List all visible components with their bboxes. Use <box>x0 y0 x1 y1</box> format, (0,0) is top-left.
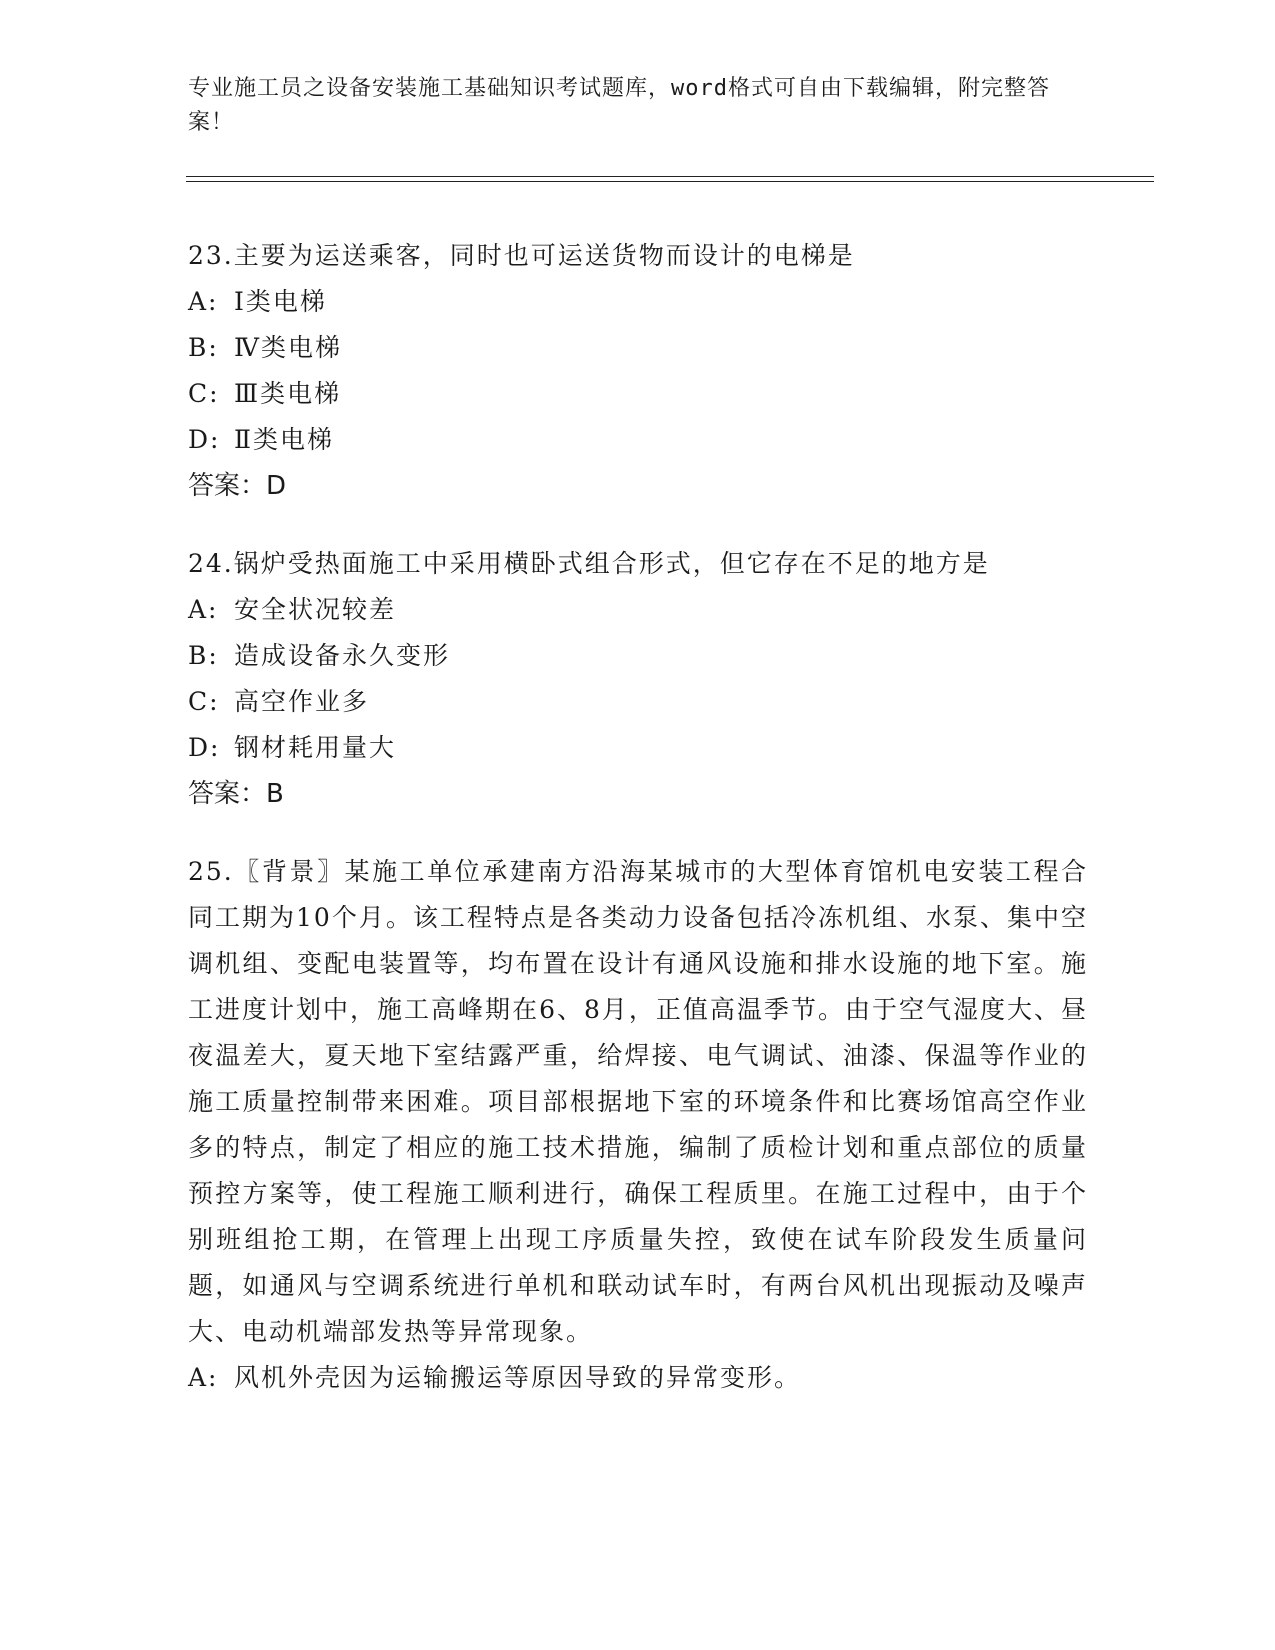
header-divider-bottom <box>186 181 1154 182</box>
header-divider-top <box>186 176 1154 177</box>
question-stem: 23.主要为运送乘客，同时也可运送货物而设计的电梯是 <box>188 241 855 270</box>
option-text: 风机外壳因为运输搬运等原因导致的异常变形。 <box>234 1363 802 1392</box>
answer-line: 答案：B <box>188 779 284 809</box>
option-label: D: <box>188 733 221 762</box>
option-label: A: <box>188 287 219 316</box>
question-list <box>188 233 1088 1433</box>
option-a <box>188 1355 1088 1401</box>
option-d <box>188 725 1088 771</box>
question-24 <box>188 541 1088 817</box>
option-label: A: <box>188 1363 219 1392</box>
option-label: D: <box>188 425 221 454</box>
option-label: B: <box>188 333 219 362</box>
option-label: A: <box>188 595 219 624</box>
option-text: 安全状况较差 <box>234 595 397 624</box>
option-label: C: <box>188 687 220 716</box>
option-text: Ⅱ类电梯 <box>234 425 334 454</box>
option-c <box>188 679 1088 725</box>
option-label: C: <box>188 379 220 408</box>
option-label: B: <box>188 641 219 670</box>
option-text: Ⅰ类电梯 <box>234 287 327 316</box>
option-text: Ⅲ类电梯 <box>234 379 342 408</box>
option-text: Ⅳ类电梯 <box>234 333 342 362</box>
question-stem: 24.锅炉受热面施工中采用横卧式组合形式，但它存在不足的地方是 <box>188 549 990 578</box>
option-text: 钢材耗用量大 <box>234 733 397 762</box>
answer-line: 答案：D <box>188 471 287 501</box>
question-23 <box>188 233 1088 509</box>
question-stem: 25.〖背景〗某施工单位承建南方沿海某城市的大型体育馆机电安装工程合同工期为10个月。该工程特点是各类动力设备包括冷冻机组、水泵、集中空调机组、变配电装置等，均布置在设计有通风设施和排水设施的地下室。施工进度计划中，施工高峰期在6、8月，正值高温季节。由于空气湿度大、昼夜温差大，夏天地下室结露严重，给焊接、电气调试、油漆、保温等作业的施工质量控制带来困难。项目部根据地下室的环境条件和比赛场馆高空作业多的特点，制定了相应的施工技术措施，编制了质检计划和重点部位的质量预控方案等，使工程施工顺利进行，确保工程质里。在施工过程中，由于个别班组抢工期，在管理上出现工序质量失控，致使在试车阶段发生质量问题，如通风与空调系统进行单机和联动试车时，有两台风机出现振动及噪声大、电动机端部发热等异常现象。 <box>188 857 1088 1346</box>
option-b <box>188 325 1088 371</box>
option-c <box>188 371 1088 417</box>
option-b <box>188 633 1088 679</box>
option-text: 造成设备永久变形 <box>234 641 451 670</box>
header-text: 专业施工员之设备安装施工基础知识考试题库，word格式可自由下载编辑，附完整答案！ <box>188 76 1050 135</box>
document-header <box>188 72 1068 140</box>
option-a <box>188 587 1088 633</box>
question-25 <box>188 849 1088 1401</box>
option-a <box>188 279 1088 325</box>
option-d <box>188 417 1088 463</box>
option-text: 高空作业多 <box>234 687 370 716</box>
